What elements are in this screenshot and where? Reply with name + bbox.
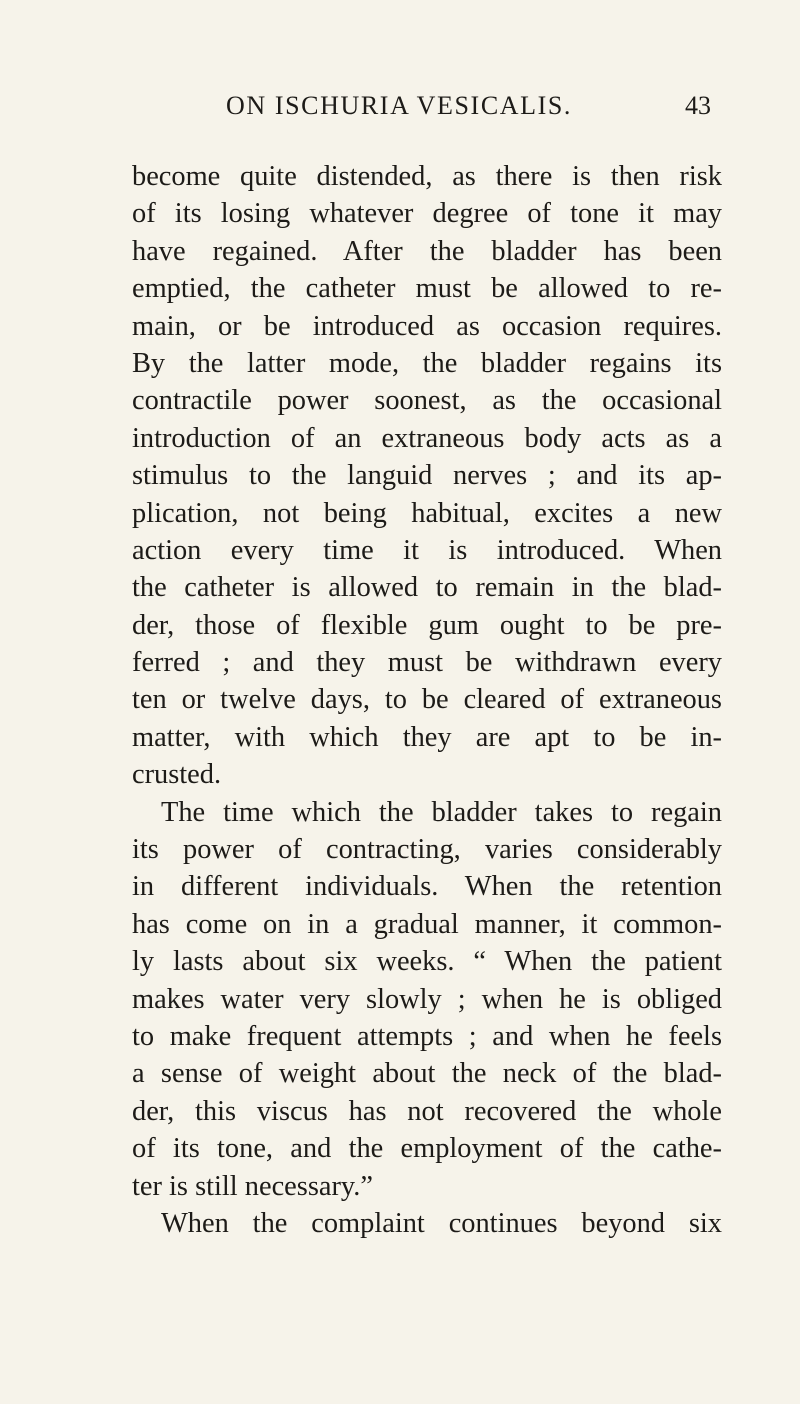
text-line: The time which the bladder takes to regain xyxy=(161,796,722,828)
text-line: action every time it is introduced. When xyxy=(132,534,722,566)
text-line: matter, with which they are apt to be in- xyxy=(132,721,722,753)
text-line: When the complaint continues beyond six xyxy=(161,1207,722,1239)
text-line: of its tone, and the employment of the cathe- xyxy=(132,1133,722,1165)
text-line: contractile power soonest, as the occasional xyxy=(132,385,722,417)
text-line: der, this viscus has not recovered the whole xyxy=(132,1095,722,1127)
page-header xyxy=(0,88,800,124)
text-line: have regained. After the bladder has been xyxy=(132,235,722,267)
text-line: to make frequent attempts ; and when he feels xyxy=(132,1020,722,1052)
body-text xyxy=(132,158,722,1242)
text-line: the catheter is allowed to remain in the blad- xyxy=(132,572,722,604)
text-line: emptied, the catheter must be allowed to re- xyxy=(132,273,722,305)
text-line: stimulus to the languid nerves ; and its ap- xyxy=(132,460,722,492)
text-line: By the latter mode, the bladder regains its xyxy=(132,347,722,379)
text-line: main, or be introduced as occasion requires. xyxy=(132,310,722,342)
text-line: has come on in a gradual manner, it common- xyxy=(132,908,722,940)
page-number: 43 xyxy=(685,91,711,120)
text-line: of its losing whatever degree of tone it may xyxy=(132,198,722,230)
running-title: ON ISCHURIA VESICALIS. xyxy=(226,91,573,120)
text-line: ten or twelve days, to be cleared of extraneous xyxy=(132,684,722,716)
text-line: become quite distended, as there is then risk xyxy=(132,161,722,192)
text-line: its power of contracting, varies considerably xyxy=(132,834,722,866)
text-line: ter is still necessary.” xyxy=(132,1170,373,1202)
text-line: in different individuals. When the retention xyxy=(132,871,722,903)
text-line: der, those of flexible gum ought to be pre- xyxy=(132,609,722,641)
text-line: a sense of weight about the neck of the blad- xyxy=(132,1058,722,1090)
text-line: crusted. xyxy=(132,759,222,791)
text-line: introduction of an extraneous body acts as a xyxy=(132,422,722,454)
text-line: plication, not being habitual, excites a new xyxy=(132,497,722,529)
text-line: ly lasts about six weeks. “ When the patient xyxy=(132,946,722,978)
text-line: ferred ; and they must be withdrawn every xyxy=(132,647,722,679)
text-line: makes water very slowly ; when he is obliged xyxy=(132,983,722,1015)
